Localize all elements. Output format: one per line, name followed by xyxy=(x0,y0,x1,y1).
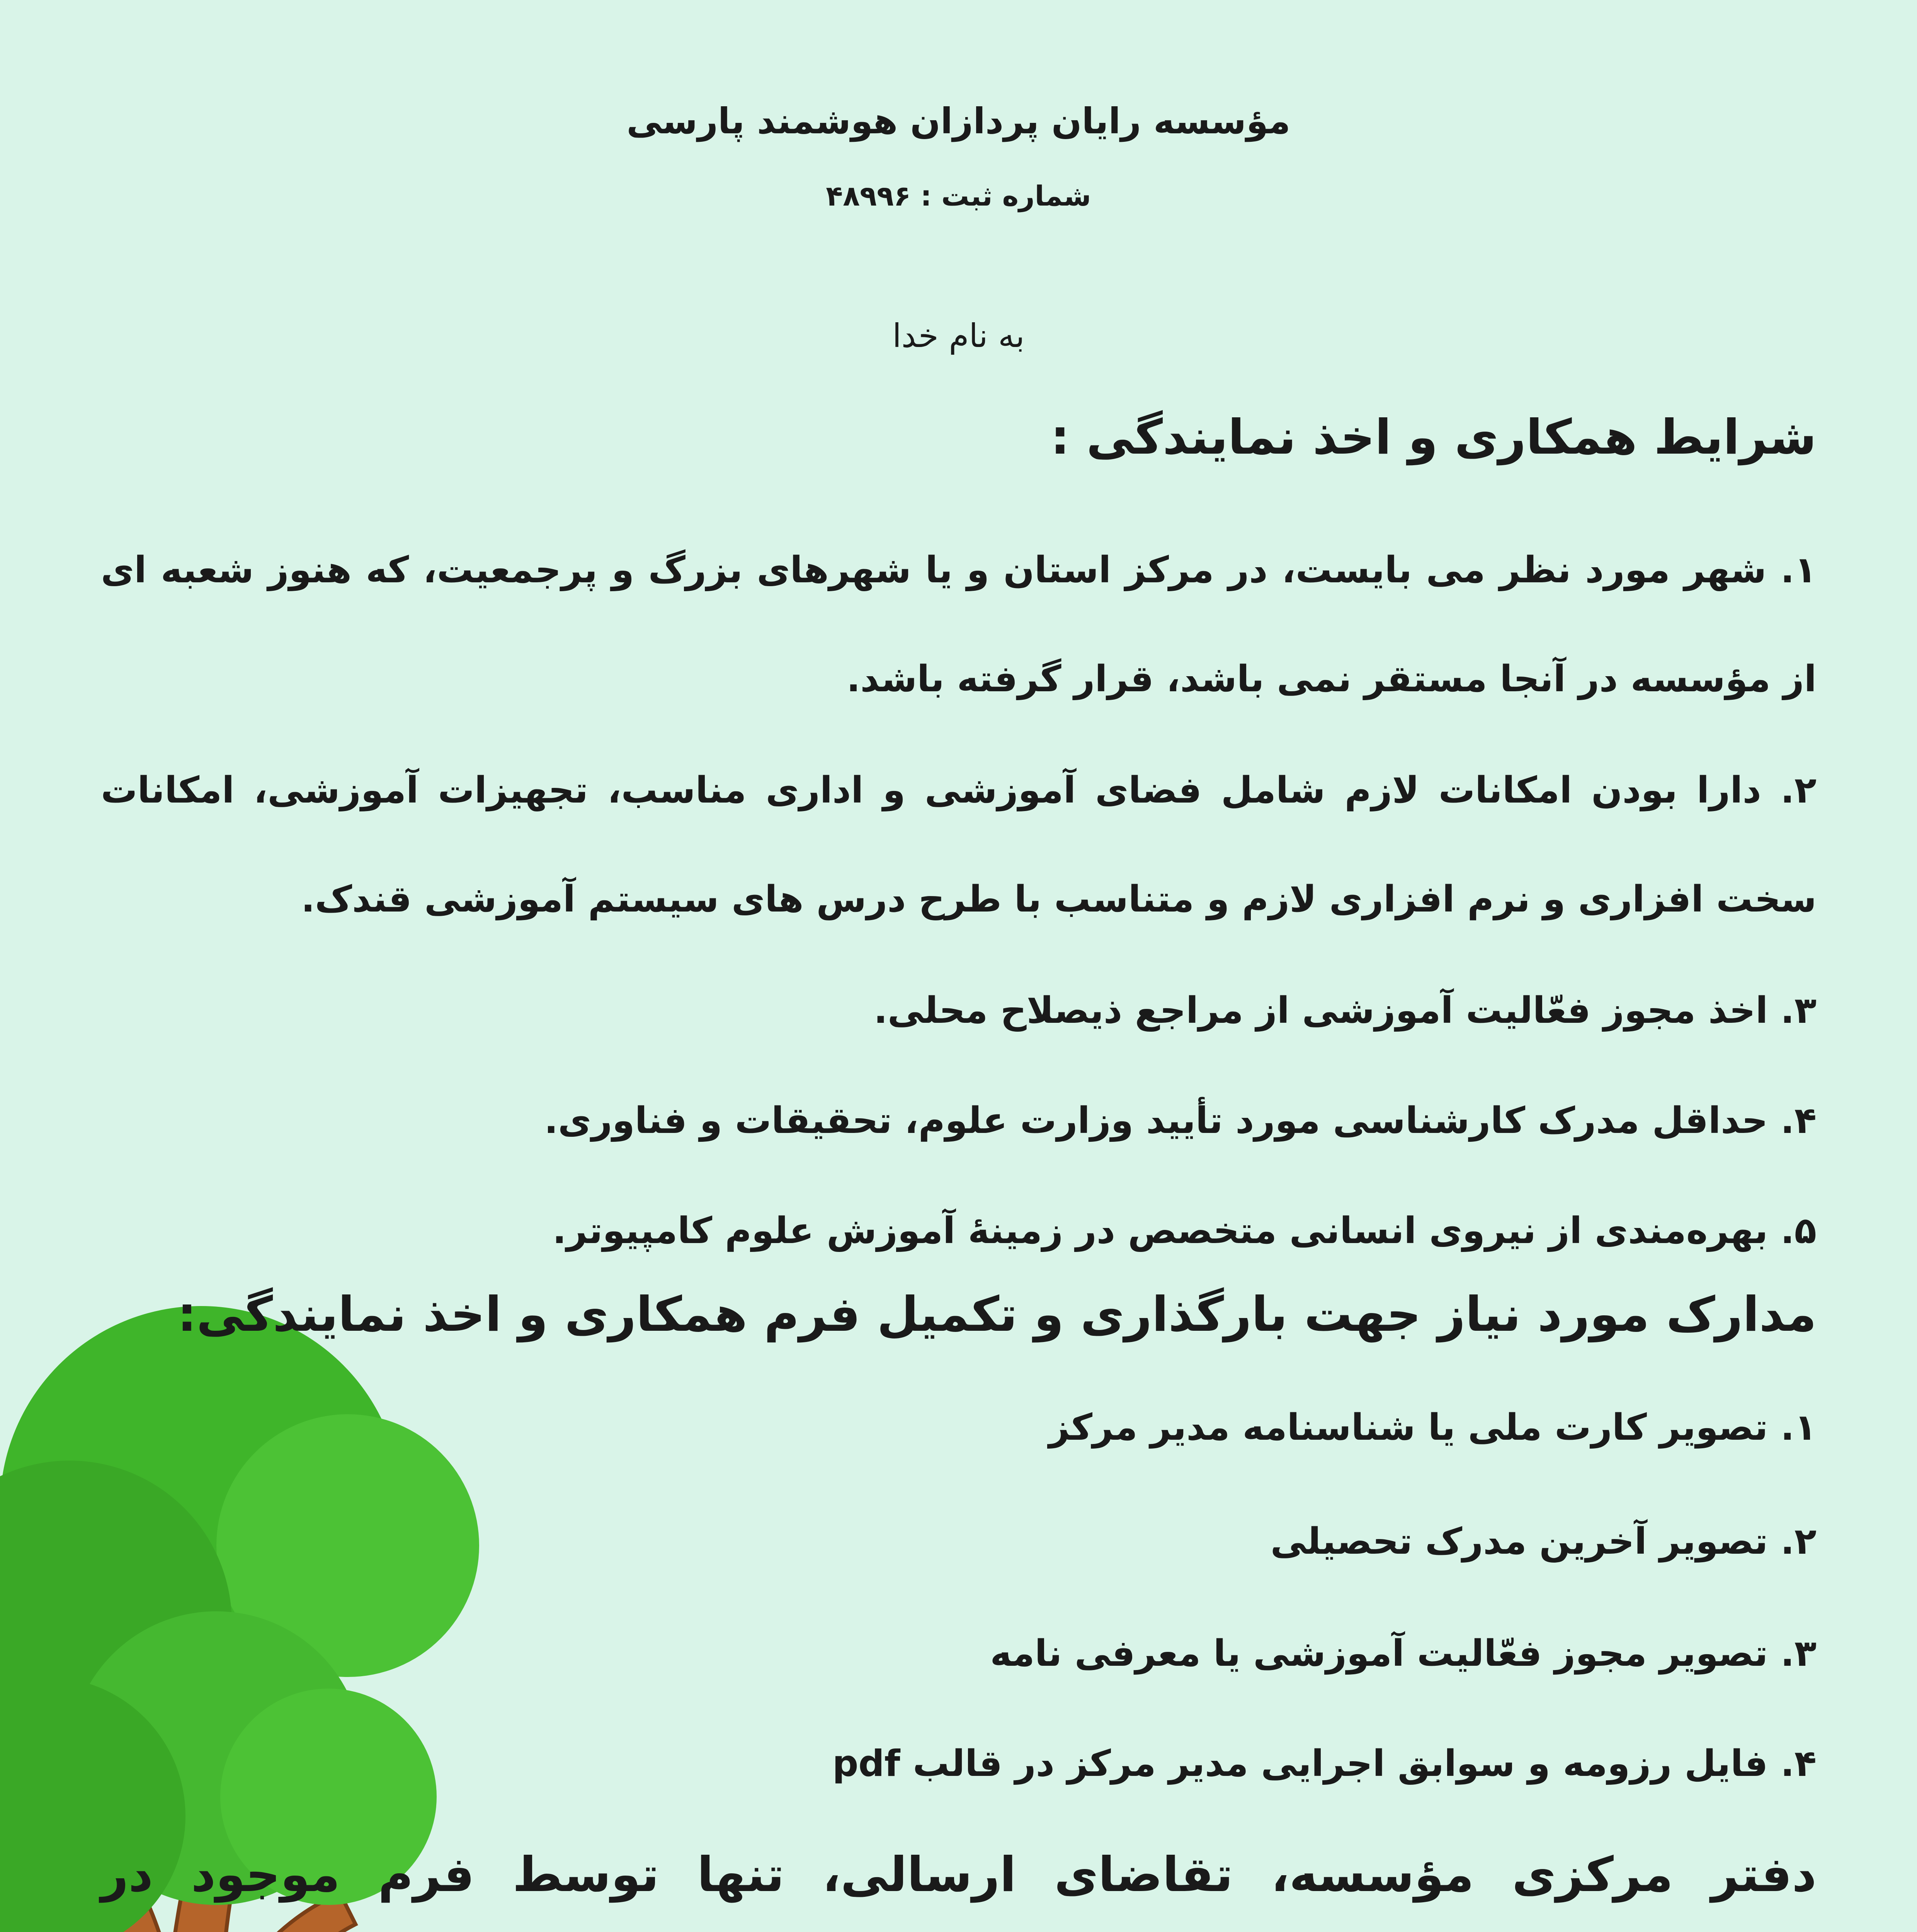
documents-title: مدارک مورد نیاز جهت بارگذاری و تکمیل فرم همکاری و اخذ نمایندگی: xyxy=(177,1287,1817,1342)
registration-number: شماره ثبت : ۴۸۹۹۶ xyxy=(826,180,1091,212)
review-note: دفتر مرکزی مؤسسه، تقاضای ارسالی، تنها توسط فرم موجود در xyxy=(101,1847,1817,1903)
condition-item-4: ۴. حداقل مدرک کارشناسی مورد تأیید وزارت علوم، تحقیقات و فناوری. xyxy=(544,1100,1817,1142)
document-item-4: ۴. فایل رزومه و سوابق اجرایی مدیر مرکز در قالب pdf xyxy=(832,1743,1817,1785)
basmala: به نام خدا xyxy=(892,317,1025,355)
condition-item-2: ۲. دارا بودن امکانات لازم شامل فضای آموزشی و اداری مناسب، تجهیزات آموزشی، امکانات سخت افزاری و نرم افزاری لازم و متناسب با طرح درس های سیستم آموزشی قندک. xyxy=(101,769,1817,920)
condition-item-5: ۵. بهره‌مندی از نیروی انسانی متخصص در زمینهٔ آموزش علوم کامپیوتر. xyxy=(552,1210,1817,1252)
document-item-2: ۲. تصویر آخرین مدرک تحصیلی xyxy=(1270,1520,1817,1563)
condition-item-3: ۳. اخذ مجوز فعّالیت آموزشی از مراجع ذیصلاح محلی. xyxy=(874,990,1817,1032)
document-item-1: ۱. تصویر کارت ملی یا شناسنامه مدیر مرکز xyxy=(1048,1406,1817,1449)
condition-item-1: ۱. شهر مورد نظر می بایست، در مرکز استان و یا شهرهای بزرگ و پرجمعیت، که هنوز شعبه ای از مؤسسه در آنجا مستقر نمی باشد، قرار گرفته باشد. xyxy=(101,549,1817,700)
conditions-title: شرایط همکاری و اخذ نمایندگی : xyxy=(1050,410,1817,465)
document-item-3: ۳. تصویر مجوز فعّالیت آموزشی یا معرفی نامه xyxy=(990,1633,1817,1675)
org-name: مؤسسه رایان پردازان هوشمند پارسی xyxy=(626,100,1291,142)
